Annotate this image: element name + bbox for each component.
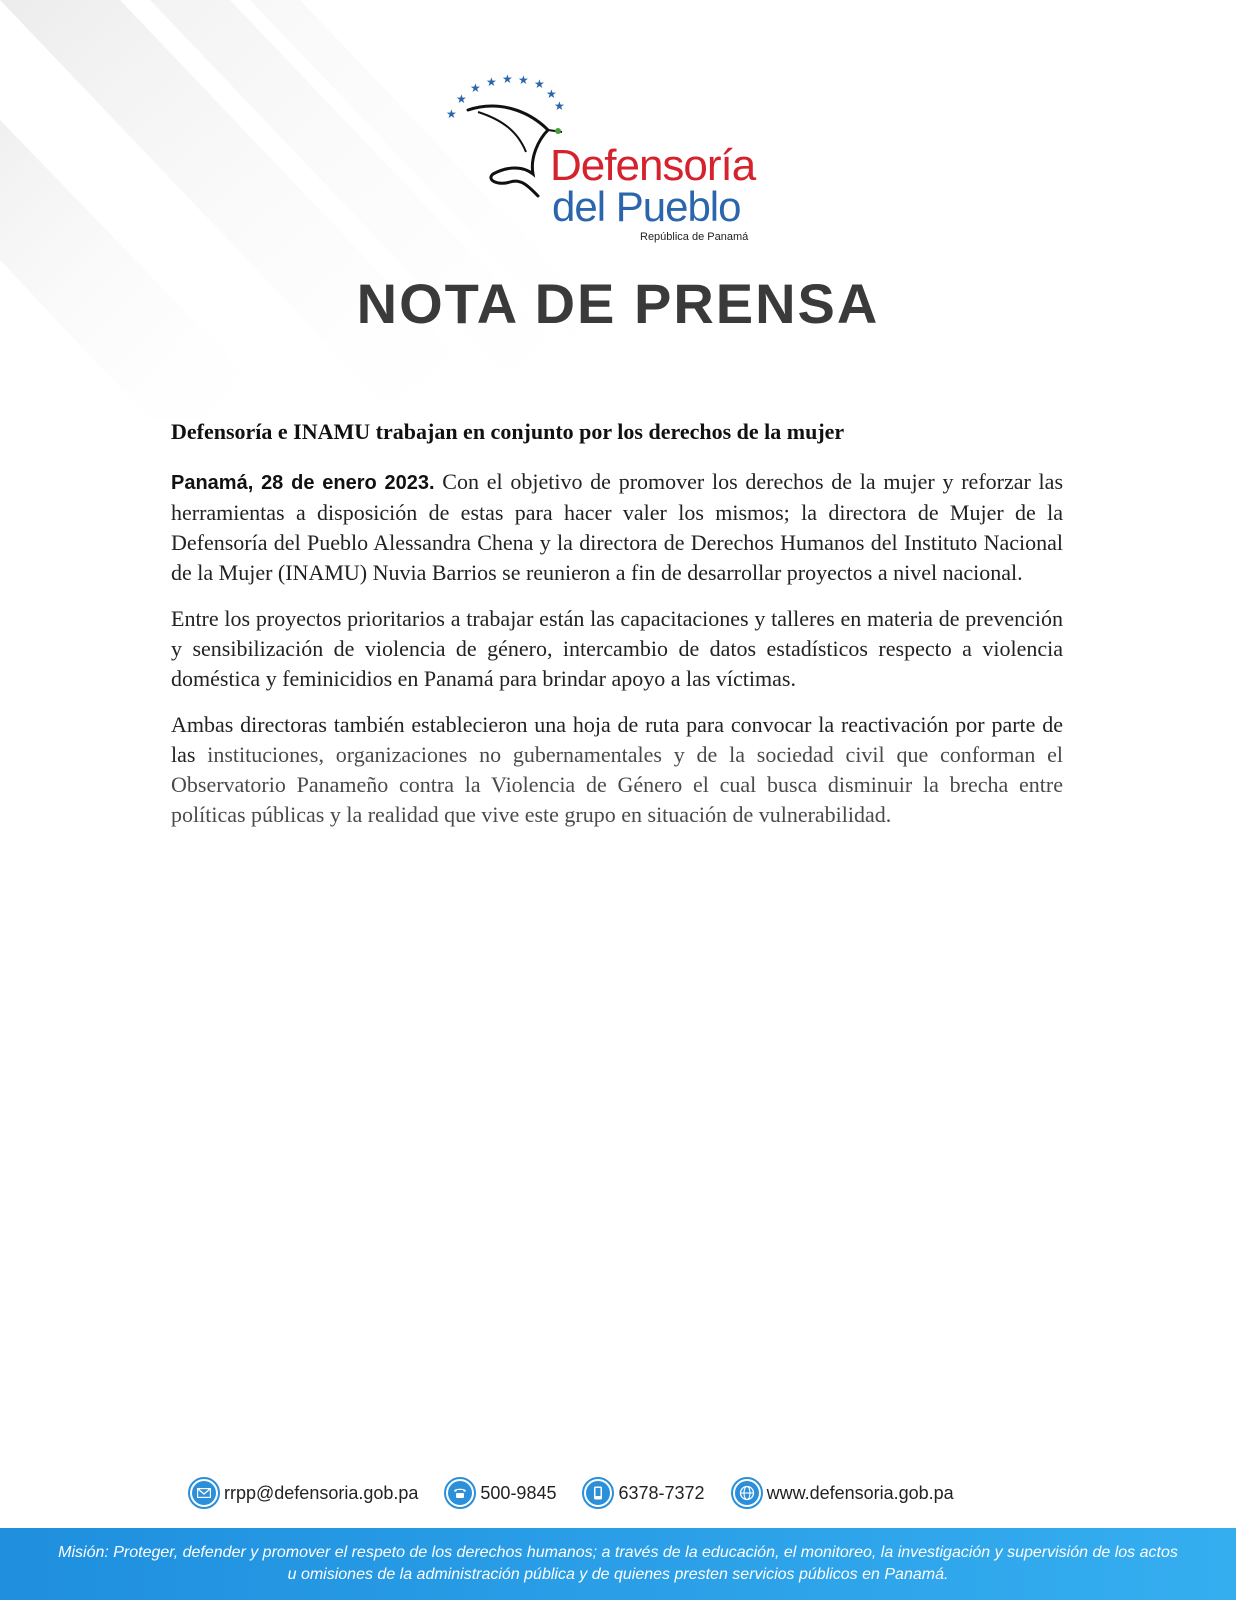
contact-mobile-text: 6378-7372 (618, 1482, 705, 1503)
paragraph-3-text-b: instituciones, organizaciones no gubernamentales y de la sociedad civil que conforman el Observatorio Panameño contra la Violencia de Género el cual busca disminuir la brecha entre políticas públicas y la realidad que vive este grupo en situación de vulnerabilidad. (171, 741, 1063, 827)
contact-email[interactable] (188, 1477, 418, 1509)
contact-email-text: rrpp@defensoria.gob.pa (224, 1482, 419, 1503)
logo-text-republica: República de Panamá (640, 231, 749, 243)
contact-phone-text: 500-9845 (480, 1482, 557, 1503)
email-icon (188, 1477, 220, 1509)
contact-web-text: www.defensoria.gob.pa (766, 1482, 954, 1503)
svg-text:★: ★ (546, 87, 557, 101)
paragraph-3 (171, 710, 1063, 830)
article-body (171, 418, 1063, 846)
svg-text:★: ★ (446, 107, 457, 121)
mission-footer (0, 1528, 1236, 1600)
svg-text:★: ★ (486, 75, 497, 89)
svg-text:★: ★ (456, 92, 467, 106)
mobile-phone-icon (582, 1477, 614, 1509)
contact-mobile[interactable] (582, 1477, 704, 1509)
svg-text:★: ★ (554, 99, 565, 113)
svg-text:★: ★ (470, 81, 481, 95)
dateline: Panamá, 28 de enero 2023. (171, 471, 435, 494)
svg-text:★: ★ (534, 77, 545, 91)
contact-web[interactable] (731, 1477, 954, 1509)
phone-icon (444, 1477, 476, 1509)
defensoria-logo (438, 70, 788, 250)
page-title: NOTA DE PRENSA (356, 272, 880, 335)
paragraph-1 (171, 467, 1063, 588)
paragraph-1-text: Con el objetivo de promover los derechos de la mujer y reforzar las herramientas a disposición de estas para hacer valer los mismos; la directora de Mujer de la Defensoría del Pueblo Alessandra Chena y la directora de Derechos Humanos del Instituto Nacional de la Mujer (INAMU) Nuvia Barrios se reunieron a fin de desarrollar proyectos a nivel nacional. (171, 468, 1064, 585)
article-headline: Defensoría e INAMU trabajan en conjunto por los derechos de la mujer (171, 419, 845, 444)
logo-text-defensoria: Defensoría (550, 141, 756, 190)
contact-bar (188, 1475, 980, 1511)
globe-icon (731, 1477, 763, 1509)
logo-text-del-pueblo: del Pueblo (552, 183, 741, 230)
svg-text:★: ★ (502, 72, 513, 86)
svg-text:★: ★ (518, 73, 529, 87)
mission-statement: Misión: Proteger, defender y promover el respeto de los derechos humanos; a través de la educación, el monitoreo, la investigación y supervisión de los actos u omisiones de la administración pública y de quienes presten servicios públicos en Panamá. (58, 1544, 1178, 1583)
paragraph-3-text-a: Ambas directoras también establecieron una hoja de ruta para convocar la reactivación por parte de las (171, 711, 1063, 767)
contact-phone[interactable] (444, 1477, 556, 1509)
paragraph-2: Entre los proyectos prioritarios a trabajar están las capacitaciones y talleres en materia de prevención y sensibilización de violencia de género, intercambio de datos estadísticos respecto a violencia doméstica y feminicidios en Panamá para brindar apoyo a las víctimas. (171, 605, 1063, 691)
